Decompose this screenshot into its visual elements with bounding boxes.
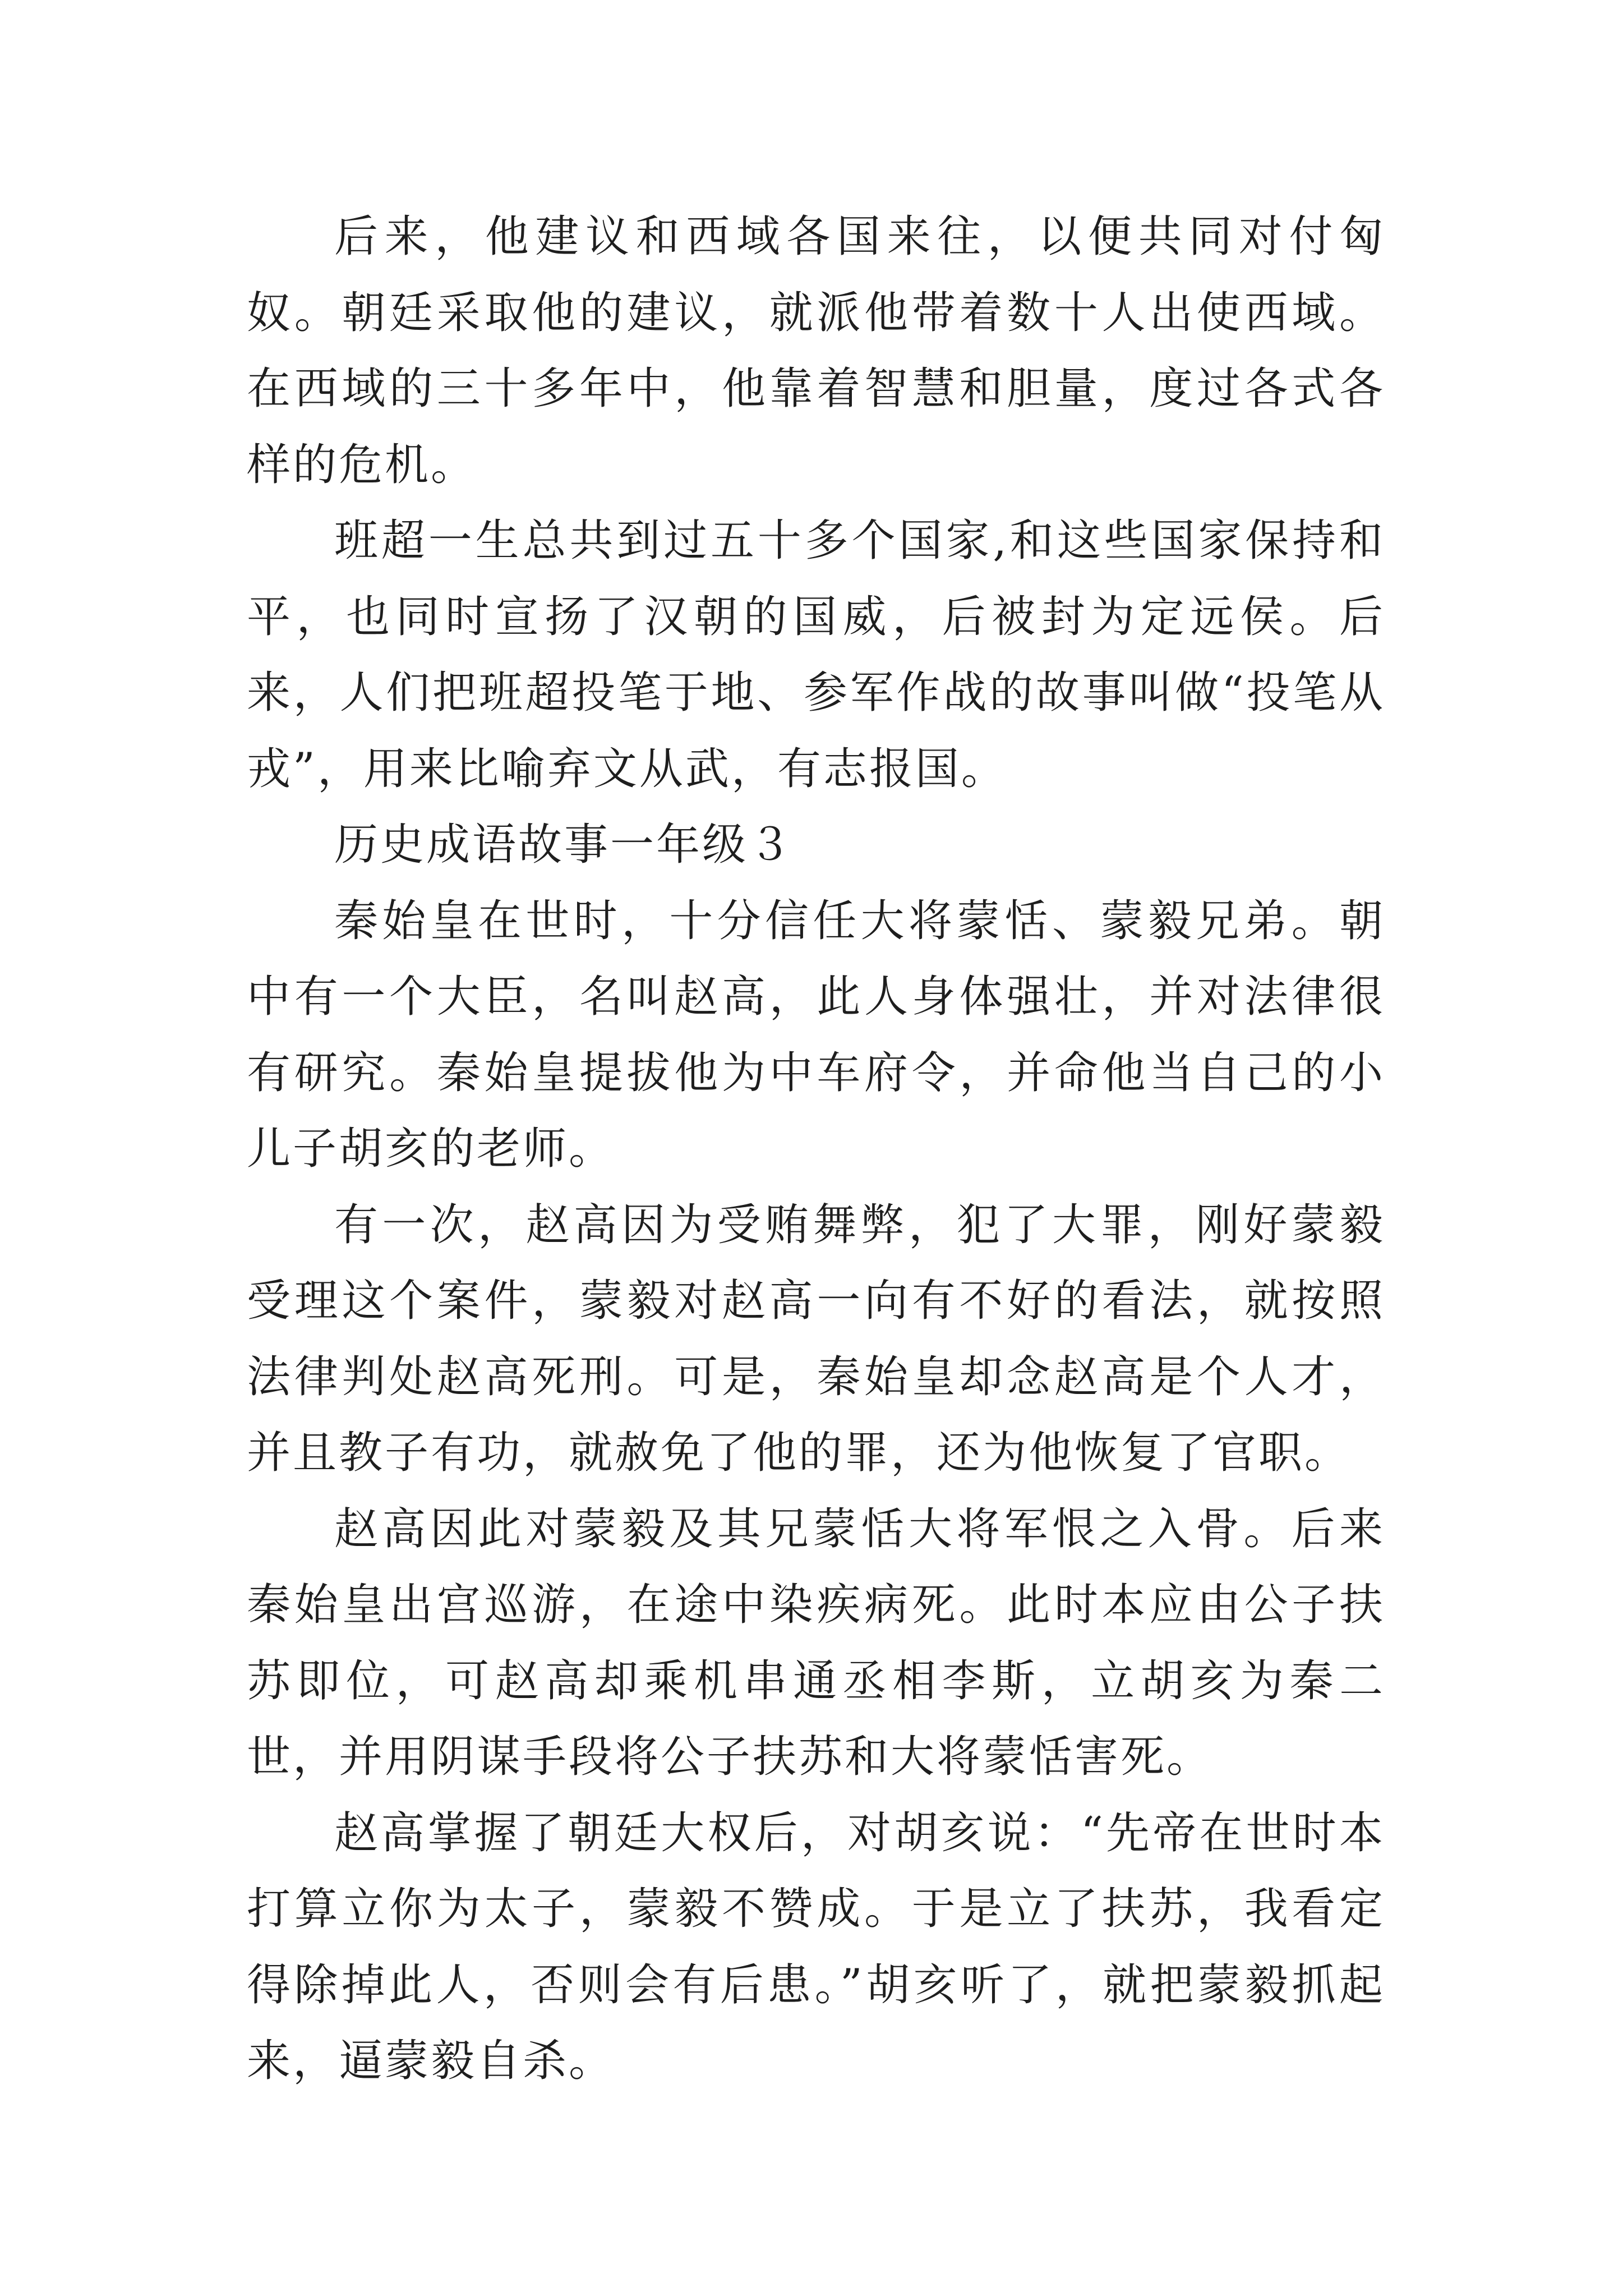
paragraph-2: 班超一生总共到过五十多个国家,和这些国家保持和平，也同时宣扬了汉朝的国威，后被封为定远侯。后来，人们把班超投笔于地、参军作战的故事叫做“投笔从戎”，用来比喻弃文从武，有志报国。	[247, 516, 1385, 794]
paragraph-6: 赵高掌握了朝廷大权后，对胡亥说：“先帝在世时本打算立你为太子，蒙毅不赞成。于是立了扶苏，我看定得除掉此人，否则会有后患。”胡亥听了，就把蒙毅抓起来，逼蒙毅自杀。	[247, 1807, 1385, 2086]
paragraph-3: 秦始皇在世时，十分信任大将蒙恬、蒙毅兄弟。朝中有一个大臣，名叫赵高，此人身体强壮，并对法律很有研究。秦始皇提拔他为中车府令，并命他当自己的小儿子胡亥的老师。	[247, 895, 1385, 1174]
paragraph-4: 有一次，赵高因为受贿舞弊，犯了大罪，刚好蒙毅受理这个案件，蒙毅对赵高一向有不好的看法，就按照法律判处赵高死刑。可是，秦始皇却念赵高是个人才，并且教子有功，就赦免了他的罪，还为他恢复了官职。	[247, 1199, 1385, 1478]
paragraph-5: 赵高因此对蒙毅及其兄蒙恬大将军恨之入骨。后来秦始皇出宫巡游，在途中染疾病死。此时本应由公子扶苏即位，可赵高却乘机串通丞相李斯，立胡亥为秦二世，并用阴谋手段将公子扶苏和大将蒙恬害死。	[247, 1503, 1385, 1782]
document-body	[247, 199, 1385, 2100]
section-heading: 历史成语故事一年级３	[334, 820, 795, 870]
paragraph-1: 后来，他建议和西域各国来往，以便共同对付匈奴。朝廷采取他的建议，就派他带着数十人出使西域。在西域的三十多年中，他靠着智慧和胆量，度过各式各样的危机。	[247, 211, 1385, 490]
